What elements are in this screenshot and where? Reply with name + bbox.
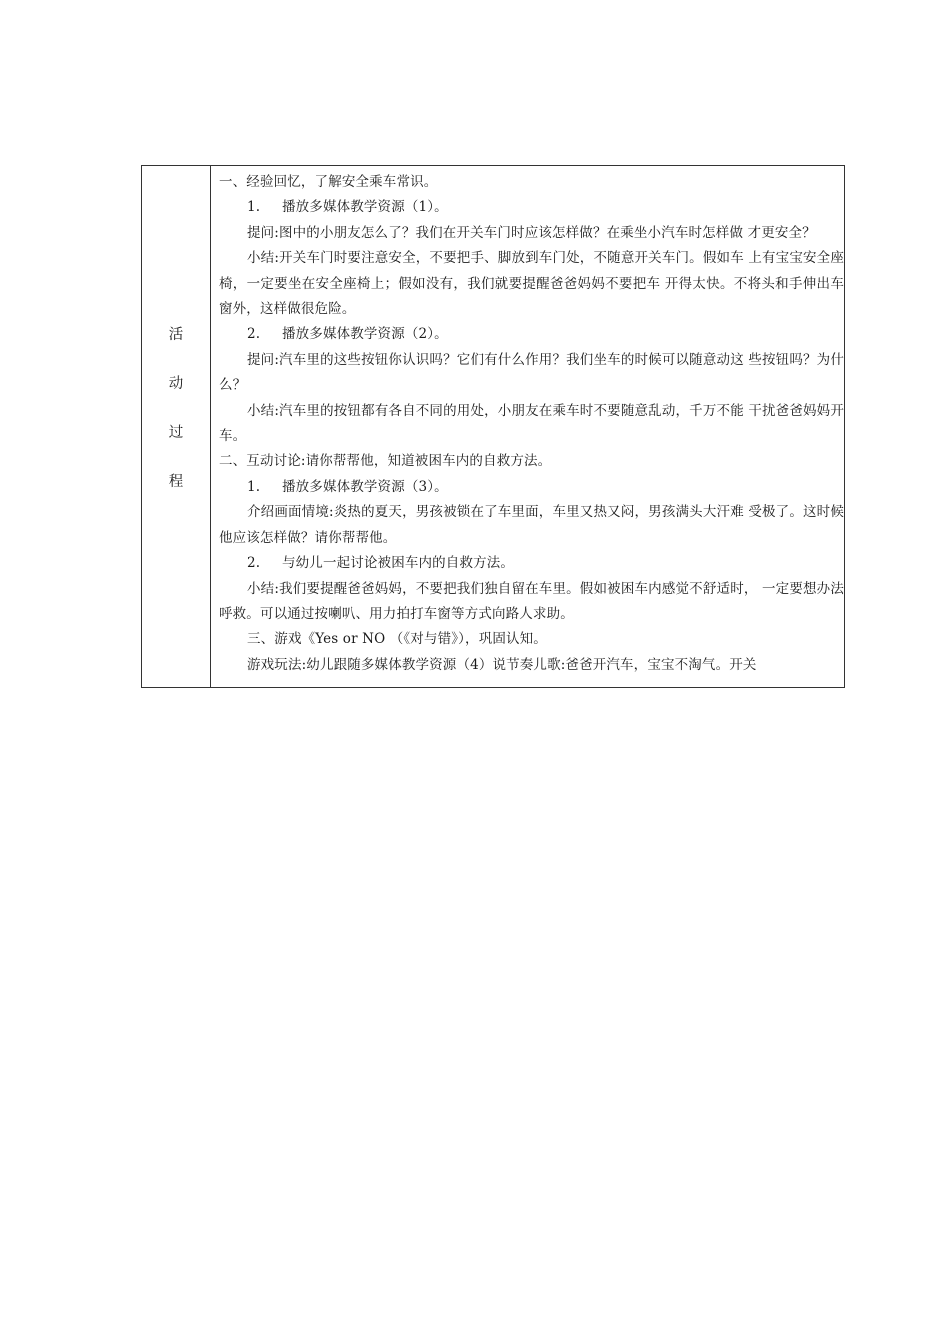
item-number: 1. <box>247 199 261 216</box>
game-rules-paragraph: 游戏玩法:幼儿跟随多媒体教学资源（4）说节奏儿歌:爸爸开汽车，宝宝不淘气。开关 <box>247 656 757 673</box>
question-paragraph: 提问:图中的小朋友怎么了？我们在开关车门时应该怎样做？在乘坐小汽车时怎样做 才更安全？ <box>247 224 816 241</box>
item-number: 2. <box>247 555 261 572</box>
item-text: 播放多媒体教学资源（1）。 <box>282 199 448 216</box>
section-heading: 一、经验回忆，了解安全乘车常识。 <box>219 174 438 190</box>
item-text: 播放多媒体教学资源（3）。 <box>282 478 448 495</box>
section-label-cell <box>142 166 211 687</box>
section-label <box>142 326 210 522</box>
numbered-item <box>219 195 844 220</box>
summary-paragraph: 小结:汽车里的按钮都有各自不同的用处，小朋友在乘车时不要随意乱动，千万不能 干扰爸爸妈妈开车。 <box>219 402 844 445</box>
section-label-char: 程 <box>168 474 184 490</box>
scenario-paragraph: 介绍画面情境:炎热的夏天，男孩被锁在了车里面，车里又热又闷，男孩满头大汗难 受极了。这时候他应该怎样做？请你帮帮他。 <box>219 504 844 546</box>
item-text: 播放多媒体教学资源（2）。 <box>282 326 448 343</box>
item-number: 1. <box>247 478 261 495</box>
question-paragraph: 提问:汽车里的这些按钮你认识吗？它们有什么作用？我们坐车的时候可以随意动这 些按钮吗？为什么？ <box>219 351 844 394</box>
numbered-item <box>219 322 844 347</box>
item-text: 与幼儿一起讨论被困车内的自救方法。 <box>282 555 515 572</box>
summary-paragraph: 小结:我们要提醒爸爸妈妈，不要把我们独自留在车里。假如被困车内感觉不舒适时， 一定要想办法呼救。可以通过按喇叭、用力拍打车窗等方式向路人求助。 <box>219 580 844 622</box>
item-number: 2. <box>247 326 261 343</box>
section-label-char: 过 <box>168 425 184 441</box>
section-label-char: 活 <box>168 327 184 343</box>
content-cell <box>211 166 844 687</box>
activity-table <box>141 165 845 688</box>
numbered-item <box>219 551 844 576</box>
summary-paragraph: 小结:开关车门时要注意安全，不要把手、脚放到车门处，不随意开关车门。假如车 上有宝宝安全座椅，一定要坐在安全座椅上；假如没有，我们就要提醒爸爸妈妈不要把车 开得太快。不将头和手伸出车窗外，这样做很危险。 <box>219 250 844 318</box>
section-heading: 三、游戏《Yes or NO （《对与错》），巩固认知。 <box>247 631 547 648</box>
section-label-char: 动 <box>168 376 184 392</box>
numbered-item <box>219 475 844 500</box>
section-heading: 二、互动讨论:请你帮帮他，知道被困车内的自救方法。 <box>219 453 552 470</box>
